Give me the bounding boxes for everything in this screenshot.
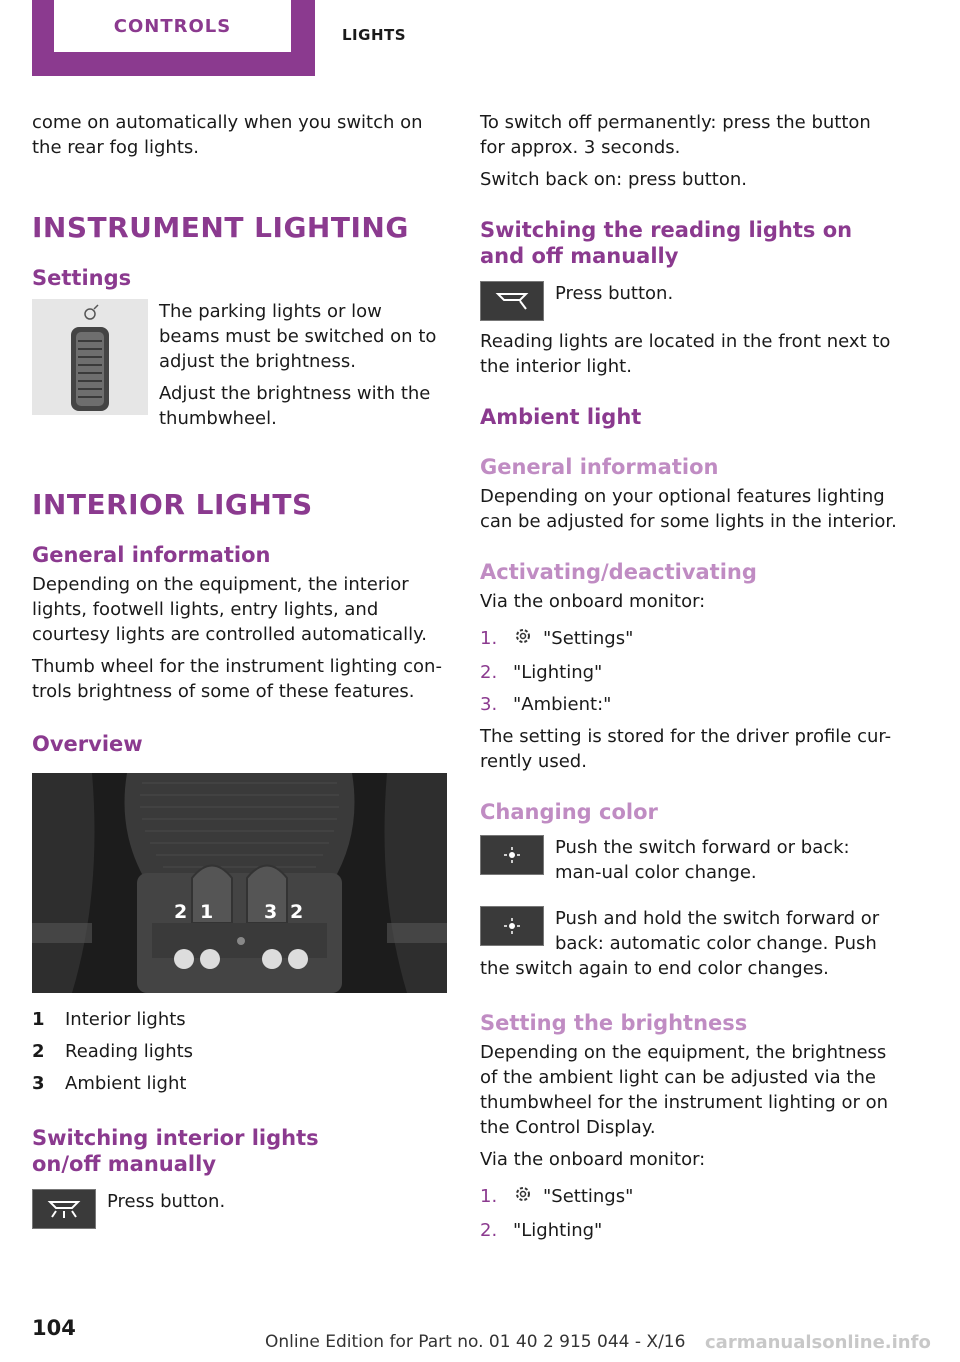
changing-color-heading: Changing color — [480, 800, 658, 824]
section-label: LIGHTS — [342, 26, 407, 44]
list-item: 1. "Settings" — [480, 626, 900, 653]
photo-callout-1: 1 — [200, 901, 214, 923]
switch-off-paragraph: To switch off permanently: press the button for approx. 3 seconds. — [480, 112, 871, 158]
switching-paragraph: Press button. — [107, 1191, 226, 1212]
reading-lights-heading: Switching the reading lights on and off manually — [480, 218, 853, 268]
reading-light-button-figure — [480, 281, 544, 321]
footer-edition: Online Edition for Part no. 01 40 2 915 044 - X/16 — [265, 1332, 686, 1352]
switch-back-on-paragraph: Switch back on: press button. — [480, 169, 748, 190]
brightness-heading: Setting the brightness — [480, 1011, 748, 1035]
reading-figure-row — [480, 281, 900, 321]
left-column — [32, 110, 447, 1229]
color-switch-figure-2 — [480, 906, 544, 946]
settings-heading: Settings — [32, 266, 132, 290]
color-switch-figure-1 — [480, 835, 544, 875]
interior-light-button-figure — [32, 1189, 96, 1229]
reading-light-icon — [490, 288, 534, 314]
list-item: 2. "Lighting" — [480, 662, 603, 683]
list-item: 3 Ambient light — [32, 1073, 187, 1094]
switching-interior-heading: Switching interior lights on/off manually — [32, 1126, 319, 1176]
overview-legend — [32, 1007, 447, 1096]
thumbwheel-icon — [32, 299, 148, 415]
reading-location-paragraph: Reading lights are located in the front next to the interior light. — [480, 331, 891, 377]
interior-light-icon — [42, 1196, 86, 1222]
via-monitor-text-2: Via the onboard monitor: — [480, 1149, 706, 1170]
chapter-label: CONTROLS — [113, 15, 232, 37]
photo-callout-2b: 2 — [290, 901, 304, 923]
right-column — [480, 110, 900, 1250]
settings-paragraph-1: The parking lights or low beams must be switched on to adjust the brightness. — [159, 301, 437, 372]
changing-figure-row-2 — [480, 906, 900, 956]
settings-paragraph-2: Adjust the brightness with the thumbwheel. — [159, 383, 431, 429]
intro-paragraph: come on automatically when you switch on the rear fog lights. — [32, 112, 423, 158]
via-monitor-text: Via the onboard monitor: — [480, 591, 706, 612]
photo-callout-3: 3 — [264, 901, 278, 923]
color-switch-icon — [502, 845, 522, 865]
changing-paragraph-2b: the switch again to end color changes. — [480, 958, 829, 979]
gear-icon — [513, 626, 535, 653]
header-chapter-tab — [32, 0, 315, 76]
reading-press-paragraph: Press button. — [555, 283, 674, 304]
changing-paragraph-1: Push the switch forward or back: man-ual color change. — [555, 837, 850, 883]
instrument-lighting-heading: INSTRUMENT LIGHTING — [32, 211, 409, 244]
list-item: 2. "Lighting" — [480, 1220, 603, 1241]
switching-figure-row — [32, 1189, 447, 1229]
page-number: 104 — [32, 1316, 76, 1340]
thumbwheel-figure — [32, 299, 148, 415]
general-information-heading: General information — [32, 543, 271, 567]
general-paragraph-2: Thumb wheel for the instrument lighting con-trols brightness of some of these features. — [32, 656, 442, 702]
ambient-general-paragraph: Depending on your optional features lighting can be adjusted for some lights in the interior. — [480, 486, 897, 532]
gear-icon — [513, 1184, 535, 1211]
photo-callout-2a: 2 — [174, 901, 188, 923]
list-item: 3. "Ambient:" — [480, 694, 612, 715]
header-tab-inner — [54, 0, 291, 52]
list-item: 2 Reading lights — [32, 1041, 194, 1062]
stored-paragraph: The setting is stored for the driver profile cur-rently used. — [480, 726, 892, 772]
general-paragraph-1: Depending on the equipment, the interior lights, footwell lights, entry lights, and courtesy lights are controlled automatically. — [32, 574, 427, 645]
ambient-light-heading: Ambient light — [480, 405, 642, 429]
changing-figure-row-1 — [480, 835, 900, 892]
interior-lights-heading: INTERIOR LIGHTS — [32, 488, 313, 521]
list-item: 1 Interior lights — [32, 1009, 186, 1030]
brightness-steps — [480, 1184, 900, 1243]
changing-paragraph-2a: Push and hold the switch forward or back: automatic color change. Push — [555, 908, 880, 954]
overview-heading: Overview — [32, 732, 143, 756]
settings-figure-row — [32, 299, 447, 438]
activating-steps — [480, 626, 900, 717]
brightness-paragraph: Depending on the equipment, the brightness of the ambient light can be adjusted via the thumbwheel for the instrument lighting or on the Control Display. — [480, 1042, 889, 1138]
overhead-console-photo — [32, 773, 447, 993]
activating-heading: Activating/deactivating — [480, 560, 757, 584]
ambient-general-heading: General information — [480, 455, 719, 479]
watermark: carmanualsonline.info — [705, 1332, 931, 1353]
list-item: 1. "Settings" — [480, 1184, 900, 1211]
overhead-console-illustration — [32, 773, 447, 993]
color-switch-icon — [502, 916, 522, 936]
